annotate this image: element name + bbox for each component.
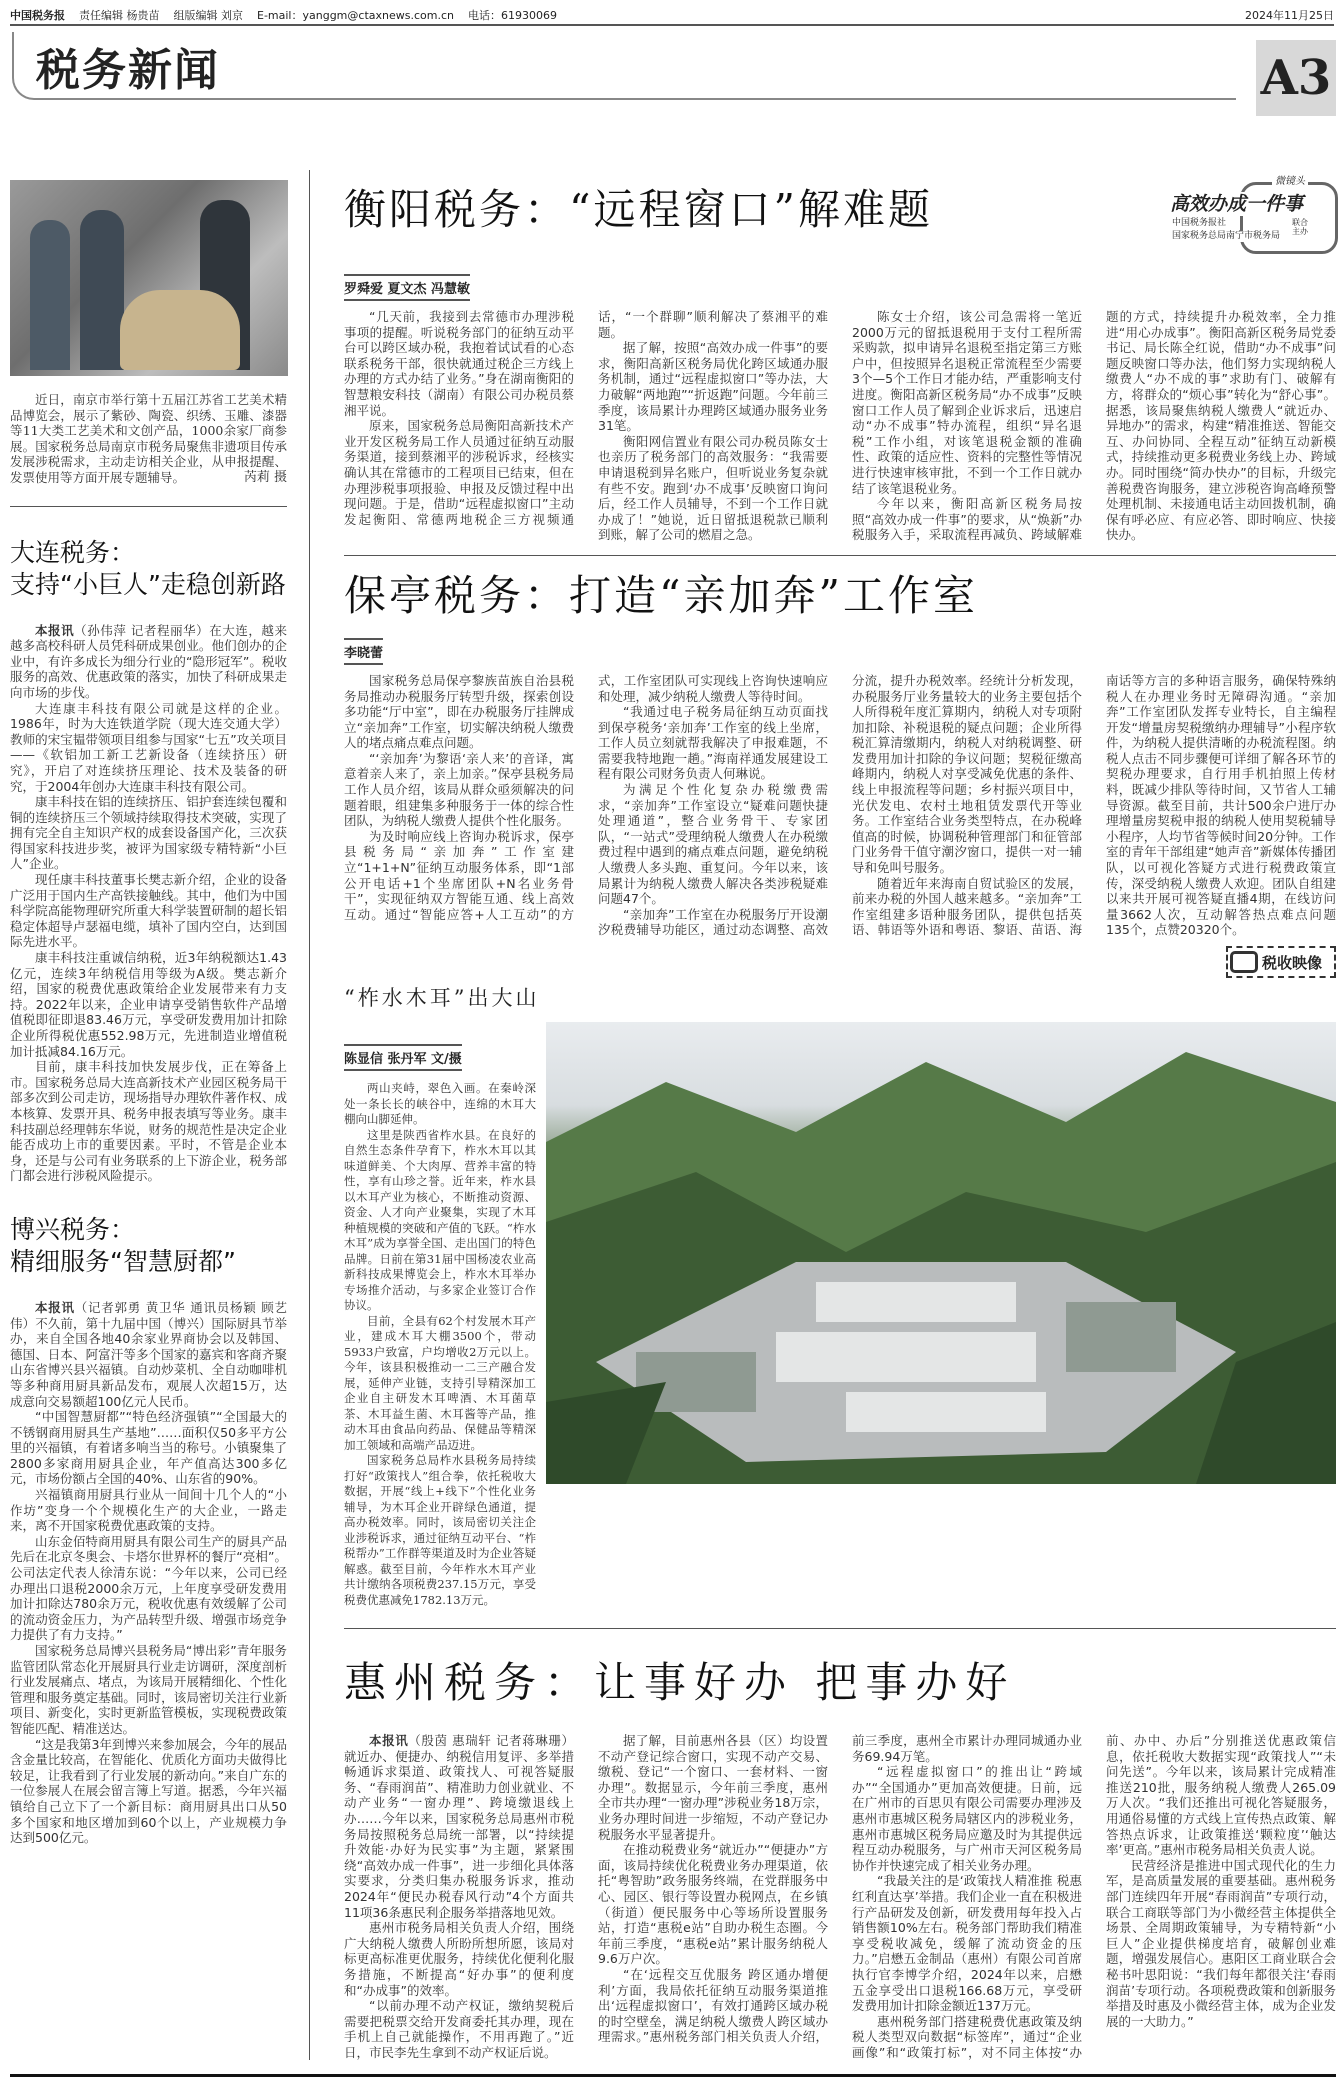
paragraph: “远程虚拟窗口”的推出让“跨域办”“全国通办”更加高效便捷。日前，远在广州市的百思贝有限公司需要办理涉及惠州市惠城区税务局辖区内的涉税业务，惠州市惠城区税务局应邀及时为其提供远程互动办税服务，与广州市天河区税务局协作并快速完成了相关业务办理。 (852, 1764, 1082, 1873)
boxing-headline (10, 1214, 287, 1278)
baoting-headline: 保亭税务：打造“亲加奔”工作室 (344, 570, 978, 620)
huizhou-article-body (344, 1733, 1336, 2060)
dalian-title-line1: 大连税务： (10, 537, 136, 567)
left-column (10, 170, 310, 2060)
paragraph: 为及时响应线上咨询办税诉求，保亭县税务局“亲加奔”工作室建立“1+1+N”征纳互动服务体系，即“1部公开电话+1个坐席团队+N名业务骨干”，实现征纳双方智能互通、线上高效互动。通过“智能应答+人工互动”的方式，工作室团队可实现线上咨询快速响应和处理，减少纳税人缴费人等待时间。 (344, 672, 828, 922)
hengyang-header-row (344, 170, 1336, 252)
main-column (344, 170, 1336, 2060)
craft-expo-photo (10, 180, 288, 376)
page-header-bar (10, 6, 1334, 26)
zhashui-byline-wrap (344, 1044, 536, 1071)
hengyang-byline-wrap (344, 274, 1336, 301)
page-number: A3 (1256, 40, 1336, 116)
series-logo (1170, 176, 1336, 252)
photo-column-label: 税收映像 (1262, 953, 1323, 972)
zhashui-row (344, 1022, 1336, 1608)
paragraph: “‘亲加奔’为黎语‘亲人来’的音译，寓意着亲人来了，亲上加亲。”保亭县税务局工作人员介绍，该局从群众亟须解决的问题着眼，组建集多种服务于一体的综合性团队，为纳税人缴费人提供个性化服务。 (344, 750, 574, 829)
paragraph: （殷茵 惠瑞轩 记者蒋琳珊）就近办、便捷办、纳税信用复评、多举措畅通诉求渠道、政策找人、可视答疑服务、“春雨润苗”、精准助力创业就业、不动产业务“一窗办理”、跨境缴退线上办……今年以来，国家税务总局惠州市税务局按照税务总局统一部署，以“持续提升效能·办好为民实事”为主题，紧紧围绕“高效办成一件事”，进一步细化具体落实要求，分类归集办税服务诉求，推动2024年“便民办税春风行动”4个方面共11项36条惠民利企服务举措落地见效。 (344, 1733, 574, 1920)
lead-label: 本报讯 (35, 622, 75, 638)
series-org-1: 中国税务报社 (1172, 218, 1227, 228)
editor: 责任编辑 杨贵苗 (79, 9, 160, 22)
dalian-headline (10, 537, 287, 601)
email: E-mail：yanggm@ctaxnews.com.cn (257, 9, 454, 22)
paragraph: 大连康丰科技有限公司就是这样的企业。1986年，时为大连铁道学院（现大连交通大学）教师的宋宝韫带领项目组参与国家“七五”攻关项目——《软铝加工新工艺新设备（连续挤压）研究》，开启了对连续挤压理论、技术及装备的研究，于2004年创办大连康丰科技有限公司。 (10, 700, 287, 794)
paragraph: 衡阳网信置业有限公司办税员陈女士也亲历了税务部门的高效服务：“我需要申请退税到异名账户，但听说业务复杂就有些不安。跑到‘办不成事’反映窗口询问后，经工作人员辅导，不到一个工作日就办成了！”她说，近日留抵退税款已顺利到账，解了公司的燃眉之急。 (598, 433, 828, 543)
paragraph: “几天前，我接到去常德市办理涉税事项的提醒。听说税务部门的征纳互动平台可以跨区域办税，我抱着试试看的心态联系税务干部，很快就通过税企三方线上办理的方式办结了业务。”身在湖南衡阳的智慧粮安科技（湖南）有限公司办税员蔡湘平说。 (344, 309, 574, 418)
zhashui-text-column (344, 1022, 536, 1608)
boxing-title-line1: 博兴税务： (10, 1214, 136, 1244)
lead-label: 本报讯 (35, 1299, 75, 1315)
paper-name: 中国税务报 (10, 9, 65, 22)
paragraph: 山东金佰特商用厨具有限公司生产的厨具产品先后在北京冬奥会、卡塔尔世界杯的餐厅“亮相”。公司法定代表人徐清东说：“今年以来，公司已经办理出口退税2000余万元，上年度享受研发费用加计扣除达780余万元，税收优惠有效缓解了公司的流动资金压力，为产品转型升级、增强市场竞争力提供了有力支持。” (10, 1533, 287, 1643)
paragraph: 国家税务总局博兴县税务局“博出彩”青年服务监管团队常态化开展厨具行业走访调研，深度剖析行业发展痛点、堵点，为该局开展精细化、个性化管理和服务奠定基础。同时，该局密切关注行业新项目、新变化，实时更新监管模板，实现税费政策智能匹配、精准送达。 (10, 1643, 287, 1736)
series-tag: 微镜头 (1272, 176, 1308, 188)
boxing-article-body (10, 1300, 287, 1846)
paragraph: 原来，国家税务总局衡阳高新技术产业开发区税务局工作人员通过征纳互动服务渠道，接到蔡湘平的涉税诉求，经核实确认其在常德市的工程项目已结束，但在办理涉税事项报验、申报及反馈过程中出现问题。于是，借助“远程虚拟窗口”主动发起衡阳、常德两地税企三方视频通话，“一个群聊”顺利解决了蔡湘平的难题。 (344, 309, 828, 527)
photo-caption (10, 392, 287, 486)
paragraph: 陈女士介绍，该公司急需将一笔近2000万元的留抵退税用于支付工程所需采购款，拟申请异名退税至指定第三方账户中，但按照异名退税正常流程至少需要3个—5个工作日才能办结，严重影响支付进度。衡阳高新区税务局“办不成事”反映窗口工作人员了解到企业诉求后，迅速启动“办不成事”特办流程，组织“异名退税”工作小组，对该笔退税金额的准确性、政策的适应性、资料的完整性等情况进行快速审核审批，不到一个工作日就办结了该笔退税业务。 (852, 309, 1082, 496)
paragraph: 两山夹峙，翠色入画。在秦岭深处一条长长的峡谷中，连绵的木耳大棚向山脚延伸。 (344, 1081, 536, 1126)
zhashui-headline: “柞水木耳”出大山 (344, 986, 540, 1010)
series-title: 高效办成一件事 (1170, 193, 1304, 215)
landscape-illustration (546, 1022, 1336, 1484)
paragraph: 在推动税费业务“就近办”“便捷办”方面，该局持续优化税费业务办理渠道，依托“粤智助”政务服务终端，在党群服务中心、园区、银行等设置办税网点，在乡镇（街道）便民服务中心等场所设置服务站，打造“惠税e站”自助办税生态圈。今年前三季度，“惠税e站”累计服务纳税人9.6万户次。 (598, 1842, 828, 1967)
paragraph: 目前，康丰科技加快发展步伐，正在筹备上市。国家税务总局大连高新技术产业园区税务局干部多次到公司走访，现场指导办理软件著作权、成本核算、发票开具、税务申报表填写等业务。康丰科技副总经理韩东华说，财务的规范性是决定企业能否成功上市的重要因素。平时，不管是企业本身，还是与公司有业务联系的上下游企业，税务部门都会进行涉税风险提示。 (10, 1059, 287, 1184)
paragraph: 为满足个性化复杂办税缴费需求，“亲加奔”工作室设立“疑难问题快捷处理通道”，整合业务骨干、专家团队，“一站式”受理纳税人缴费人在办税缴费过程中遇到的痛点难点问题，避免纳税人缴费人多头跑、重复问。今年以来，该局累计为纳税人缴费人解决各类涉税疑难问题47个。 (598, 782, 828, 907)
paragraph: “亲加奔”工作室在办税服务厅开设潮汐税费辅导功能区，通过动态调整、高效分流，提升办税效率。经统计分析发现，办税服务厅业务量较大的业务主要包括个人所得税年度汇算期内，纳税人对专项附加扣除、补税退税的疑点问题；企业所得税汇算清缴期内，纳税人对纳税调整、研发费用加计扣除的争议问题；契税征缴高峰期内，纳税人对享受减免优惠的条件、线上申报流程等问题；乡村振兴项目中，光伏发电、农村土地租赁发票代开等业务。工作室结合业务类型特点，在办税峰值高的时候，协调税种管理部门和征管部门业务骨干值守潮汐窗口，提供一对一辅导和免叫号服务。 (598, 672, 1082, 938)
paragraph: 随着近年来海南自贸试验区的发展，前来办税的外国人越来越多。“亲加奔”工作室组建多语种服务团队，提供包括英语、韩语等外语和粤语、黎语、苗语、海南话等方言的多种语言服务，确保特殊纳税人在办理业务时无障碍沟通。“亲加奔”工作室团队发挥专业特长，自主编程开发“增量房契税缴纳办理辅导”小程序软件，为纳税人提供清晰的办税流程图。纳税人点击不同步骤便可详细了解各环节的契税办理要求，自行用手机拍照上传材料，既减少排队等待时间，又节省人工辅导资源。截至目前，共计500余户进厅办理增量房契税申报的纳税人使用契税辅导小程序，人均节省等候时间20分钟。工作室的青年干部组建“她声音”新媒体传播团队，以可视化答疑方式进行税费政策宣传，深受纳税人缴费人欢迎。团队自组建以来共开展可视答疑直播4期，在线访问量3662人次，互动解答热点难点问题135个，点赞20320个。 (852, 672, 1336, 938)
paragraph: 据了解，按照“高效办成一件事”的要求，衡阳高新区税务局优化跨区域通办服务机制，通过“远程虚拟窗口”等办法，大力破解“两地跑”“折返跑”问题。今年前三季度，该局累计办理跨区域通办服务业务31笔。 (598, 340, 828, 434)
paragraph: “这是我第3年到博兴来参加展会，今年的展品含金量比较高，在智能化、优质化方面功夫做得比较足，让我看到了行业发展的新动向。”来自广东的一位参展人在展会留言簿上写道。据悉，今年兴福镇给自己立下了一个新目标：商用厨具出口从50多个国家和地区增加到60个以上，产业规模力争达到500亿元。 (10, 1736, 287, 1846)
paragraph: 民营经济是推进中国式现代化的生力军，是高质量发展的重要基础。惠州税务部门连续四年开展“春雨润苗”专项行动，联合工商联等部门为小微经营主体提供全场景、全周期政策辅导，为专精特新“小巨人”企业提供梯度培育，破解创业难题，增强发展信心。惠阳区工商业联合会秘书叶思阳说：“我们每年都很关注‘春雨润苗’专项行动。各项税费政策和创新服务举措及时惠及小微经营主体，成为企业发展的一大助力。” (1106, 1857, 1336, 2029)
paragraph: “在‘远程交互优服务 跨区通办增便利’方面，我局依托征纳互动服务渠道推出‘远程虚拟窗口’，有效打通跨区域办税的时空壁垒，满足纳税人缴费人跨区域办理需求。”惠州税务部门相关负责人介绍，前三季度，惠州全市累计办理同城通办业务69.94万笔。 (598, 1733, 1082, 2045)
paragraph: 兴福镇商用厨具行业从一间间十几个人的“小作坊”变身一个个规模化生产的大企业，一路走来，离不开国家税费优惠政策的支持。 (10, 1487, 287, 1534)
paragraph: 这里是陕西省柞水县。在良好的自然生态条件孕育下，柞水木耳以其味道鲜美、个大肉厚、营养丰富的特性，享有山珍之誉。近年来，柞水县以木耳产业为核心，不断推动资源、资金、人才向产业聚集，实现了木耳种植规模的突破和产值的飞跃。“柞水木耳”成为享誉全国、走出国门的特色品牌。日前在第31届中国杨凌农业高新科技成果博览会上，柞水木耳举办专场推介活动，与多家企业签订合作协议。 (344, 1127, 536, 1312)
paragraph: 目前，全县有62个村发展木耳产业，建成木耳大棚3500个，带动5933户致富，户均增收2万元以上。今年，该县积极推动一二三产融合发展，延伸产业链，支持引导精深加工企业自主研发木耳啤酒、木耳菌草茶、木耳益生菌、木耳酱等产品，推动木耳由食品向药品、保健品等精深加工领域和高端产品迈进。 (344, 1313, 536, 1452)
divider (344, 555, 1336, 556)
hengyang-headline: 衡阳税务：“远程窗口”解难题 (344, 185, 933, 234)
baoting-article-body (344, 673, 1336, 938)
paragraph: 惠州税务部门搭建税费优惠政策及纳税人类型双向数据“标签库”，通过“企业画像”和“政策打标”，对不同主体按“办前、办中、办后”分别推送优惠政策信息，依托税收大数据实现“政策找人”“未问先送”。今年以来，该局累计完成精准推送210批，服务纳税人缴费人265.09万人次。“我们还推出可视化答疑服务，用通俗易懂的方式线上宣传热点政策、解答热点诉求，让政策推送‘颗粒度’‘触达率’更高。”惠州市税务局相关负责人说。 (852, 1733, 1336, 2060)
page-body (10, 0, 1336, 2060)
dalian-article-body (10, 623, 287, 1184)
photo-column-badge (1226, 946, 1336, 978)
divider (344, 1628, 1336, 1629)
series-joint: 联合主办 (1292, 218, 1312, 236)
series-org-2: 国家税务总局南宁市税务局 (1172, 231, 1281, 241)
paragraph: 康丰科技在铝的连续挤压、铝护套连续包覆和铜的连续挤压三个领域持续取得技术突破，实现了拥有完全自主知识产权的成套设备国产化，三次获得国家科技进步奖，被评为国家级专精特新“小巨人”企业。 (10, 794, 287, 872)
photo-credit: 芮莉 摄 (243, 469, 287, 485)
photo-column-row (344, 946, 1336, 978)
paragraph: “以前办理不动产权证，缴纳契税后需要把税票交给开发商委托其办理，现在手机上自己就能操作，不用再跑了。”近日，市民李先生拿到不动产权证后说。 (344, 1998, 574, 2060)
paragraph: 国家税务总局柞水县税务局持续打好“政策找人”组合拳，依托税收大数据，开展“线上+线下”个性化业务辅导，为木耳企业开辟绿色通道，提高办税效率。同时，该局密切关注企业涉税诉求，通过征纳互动平台、“柞税帮办”工作群等渠道及时为企业答疑解惑。截至目前，今年柞水木耳产业共计缴纳各项税费237.15万元，享受税费优惠减免1782.13万元。 (344, 1453, 536, 1607)
paragraph: 现任康丰科技董事长樊志新介绍，企业的设备广泛用于国内生产高铁接触线。其中，他们为中国科学院高能物理研究所重大科学装置研制的超长铝稳定体超导卢瑟福电缆，填补了国内空白，达到国际先进水平。 (10, 872, 287, 950)
baoting-byline: 李晓蕾 (344, 638, 383, 665)
issue-date: 2024年11月25日 (1245, 9, 1334, 22)
lead-label: 本报讯 (369, 1733, 409, 1748)
zhashui-article-body (344, 1081, 536, 1608)
paragraph: “我通过电子税务局征纳互动页面找到保亭税务‘亲加奔’工作室的线上坐席，工作人员立刻就帮我解决了申报难题，不需要我特地跑一趟。”海南祥通发展建设工程有限公司财务负责人何琳说。 (598, 704, 828, 782)
dalian-title-line2: 支持“小巨人”走稳创新路 (10, 569, 286, 599)
baoting-byline-wrap (344, 638, 1336, 665)
section-title: 税务新闻 (36, 45, 220, 96)
camera-icon (1230, 951, 1258, 973)
paragraph: 惠州市税务局相关负责人介绍，围绕广大纳税人缴费人所盼所想所愿，该局对标更高标准更优服务，持续优化便利化服务措施，不断提高“好办事”的便利度和“办成事”的效率。 (344, 1920, 574, 1998)
paragraph: “中国智慧厨都”“特色经济强镇”“全国最大的不锈钢商用厨具生产基地”……面积仅50多平方公里的兴福镇，有着诸多响当当的称号。小镇聚集了2800多家商用厨具企业，年产值高达300多亿元，市场份额占全国的40%、山东省的90%。 (10, 1409, 287, 1487)
paragraph: （孙伟萍 记者程丽华）在大连，越来越多高校科研人员凭科研成果创业。他们创办的企业中，有许多成长为细分行业的“隐形冠军”。税收服务的高效、优惠政策的落实，加快了科研成果走向市场的步伐。 (10, 622, 287, 700)
paragraph: 据了解，目前惠州各县（区）均设置不动产登记综合窗口，实现不动产交易、缴税、登记“一个窗口、一套材料、一窗办理”。数据显示，今年前三季度，惠州全市共办理“一窗办理”涉税业务18万宗，业务办理时间进一步缩短，不动产登记办税服务水平显著提升。 (598, 1733, 828, 1842)
paragraph: 康丰科技注重诚信纳税，近3年纳税额达1.43亿元，连续3年纳税信用等级为A级。樊志新介绍，国家的税费优惠政策给企业发展带来有力支持。2022年以来，企业申请享受销售软件产品增值税即征即退83.46万元，享受研发费用加计扣除企业所得税优惠552.98万元，先进制造业增值税加计抵减84.16万元。 (10, 950, 287, 1059)
layout-editor: 组版编辑 刘京 (173, 9, 243, 22)
paragraph: “我最关注的是‘政策找人精准推 税惠红利直达享’举措。我们企业一直在积极进行产品研发及创新，研发费用每年投入占销售额10%左右。税务部门帮助我们精准享受税收减免，缓解了流动资金的压力。”启懋五金制品（惠州）有限公司首席执行官李博学介绍，2024年以来，启懋五金享受出口退税166.68万元，享受研发费用加计扣除金额近137万元。 (852, 1873, 1082, 2014)
caption-text: 近日，南京市举行第十五届江苏省工艺美术精品博览会，展示了紫砂、陶瓷、织绣、玉雕、漆器等11大类工艺美术和文创产品，1000余家厂商参展。国家税务总局南京市税务局聚焦非遗项目传承发展涉税需求，主动走访相关企业，从申报提醒、发票使用等方面开展专题辅导。 (10, 392, 287, 485)
phone: 电话：61930069 (467, 9, 557, 22)
paragraph: （记者郭勇 黄卫华 通讯员杨颖 顾艺伟）不久前，第十九届中国（博兴）国际厨具节举办，来自全国各地40余家业界商协会以及韩国、德国、日本、阿富汗等多个国家的嘉宾和客商齐聚山东省博兴县兴福镇。自动炒菜机、全自动咖啡机等多种商用厨具新品发布，观展人次超15万，达成意向交易额超100亿元人民币。 (10, 1299, 287, 1409)
hengyang-byline: 罗舜爱 夏文杰 冯慧敏 (344, 274, 470, 301)
zhashui-byline: 陈显信 张丹军 文/摄 (344, 1044, 462, 1071)
hengyang-article-body (344, 309, 1336, 543)
huizhou-headline: 惠州税务：让事好办 把事办好 (344, 1658, 1016, 1707)
divider (10, 506, 287, 507)
page-bottom-rule (10, 2074, 1336, 2077)
paragraph: 今年以来，衡阳高新区税务局按照“高效办成一件事”的要求，从“焕新”办税服务入手，采取流程再减负、跨域解难题的方式，持续提升办税效率，全力推进“用心办成事”。衡阳高新区税务局党委书记、局长陈全红说，借助“办不成事”问题反映窗口等办法，他们努力实现纳税人缴费人“办不成的事”求助有门、破解有方，将群众的“烦心事”转化为“舒心事”。据悉，该局聚焦纳税人缴费人“就近办、异地办”的需求，构建“精准推送、智能交互、办问协同、全程互动”征纳互动新模式，持续推动更多税费业务线上办、跨域办。同时围绕“简办快办”的目标，升级完善税费咨询服务，建立涉税咨询高峰预警处理机制、未接通电话主动回拨机制，确保有呼必应、有应必答、即时响应、快接快办。 (852, 309, 1336, 543)
fungus-valley-photo (546, 1022, 1336, 1484)
boxing-title-line2: 精细服务“智慧厨都” (10, 1246, 236, 1276)
paragraph: 国家税务总局保亭黎族苗族自治县税务局推动办税服务厅转型升级，探索创设多功能“厅中室”，即在办税服务厅挂牌成立“亲加奔”工作室，切实解决纳税人缴费人的堵点痛点难点问题。 (344, 672, 574, 751)
